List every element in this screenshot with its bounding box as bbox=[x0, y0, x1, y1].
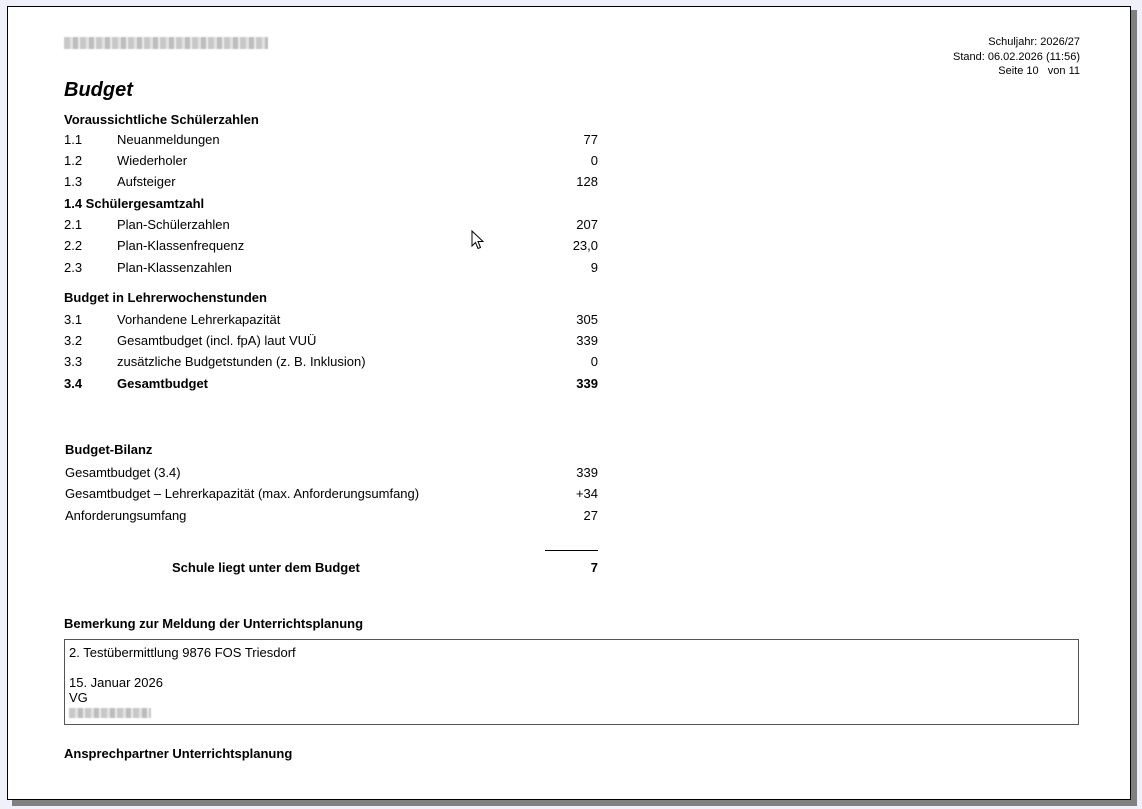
row-label: zusätzliche Budgetstunden (z. B. Inklusion) bbox=[117, 354, 366, 369]
row-number: 1.3 bbox=[64, 174, 83, 189]
row-label: Wiederholer bbox=[117, 153, 188, 168]
row-label: Gesamtbudget – Lehrerkapazität (max. Anforderungsumfang) bbox=[65, 486, 420, 501]
contact-heading: Ansprechpartner Unterrichtsplanung bbox=[64, 746, 293, 761]
section-heading-schuelerzahlen: Voraussichtliche Schülerzahlen bbox=[64, 112, 259, 127]
redacted-name bbox=[69, 708, 151, 718]
row-number: 2.1 bbox=[64, 217, 83, 232]
row-value: 23,0 bbox=[572, 238, 598, 253]
status-date: Stand: 06.02.2026 (11:56) bbox=[952, 50, 1080, 63]
bilanz-row bbox=[65, 485, 598, 503]
mouse-cursor-icon bbox=[471, 230, 485, 250]
row-label: Gesamtbudget (3.4) bbox=[65, 465, 181, 480]
row-number: 1.2 bbox=[64, 153, 83, 168]
table-row bbox=[64, 332, 598, 350]
table-row bbox=[64, 216, 598, 234]
bilanz-row bbox=[65, 507, 598, 525]
row-value: 207 bbox=[576, 217, 598, 232]
page-title: Budget bbox=[64, 79, 133, 101]
row-value: 305 bbox=[576, 312, 598, 327]
row-value: 0 bbox=[590, 153, 598, 168]
table-row bbox=[64, 131, 598, 149]
sum-line bbox=[545, 550, 598, 551]
redacted-school-name bbox=[64, 37, 268, 49]
bilanz-result-label: Schule liegt unter dem Budget bbox=[172, 560, 360, 575]
table-row bbox=[64, 259, 598, 277]
document-page bbox=[7, 6, 1131, 800]
row-value: 339 bbox=[576, 333, 598, 348]
bilanz-row bbox=[65, 464, 598, 482]
table-row bbox=[64, 173, 598, 191]
row-value: 77 bbox=[583, 132, 598, 147]
row-label: Aufsteiger bbox=[117, 174, 176, 189]
section-heading-lehrerwochenstunden: Budget in Lehrerwochenstunden bbox=[64, 290, 267, 305]
section-heading-schuelergesamtzahl: 1.4 Schülergesamtzahl bbox=[64, 196, 205, 211]
row-number: 1.1 bbox=[64, 132, 83, 147]
row-value: 27 bbox=[583, 508, 598, 523]
row-number: 3.1 bbox=[64, 312, 83, 327]
row-label: Neuanmeldungen bbox=[117, 132, 220, 147]
row-label: Plan-Klassenfrequenz bbox=[117, 238, 245, 253]
row-label: Vorhandene Lehrerkapazität bbox=[117, 312, 281, 327]
row-label: Gesamtbudget bbox=[117, 376, 209, 391]
section-heading-bilanz: Budget-Bilanz bbox=[65, 442, 153, 457]
row-number: 3.4 bbox=[64, 376, 83, 391]
row-value: +34 bbox=[575, 486, 598, 501]
row-value: 9 bbox=[590, 260, 598, 275]
page-number: Seite 10 von 11 bbox=[998, 65, 1080, 77]
table-row bbox=[64, 152, 598, 170]
remark-line: 2. Testübermittlung 9876 FOS Triesdorf bbox=[69, 645, 296, 660]
bilanz-result-value: 7 bbox=[590, 560, 598, 575]
table-row bbox=[64, 311, 598, 329]
row-value: 339 bbox=[576, 376, 598, 391]
table-row bbox=[64, 353, 598, 371]
school-year: Schuljahr: 2026/27 bbox=[988, 36, 1080, 48]
row-label: Plan-Klassenzahlen bbox=[117, 260, 232, 275]
row-label: Plan-Schülerzahlen bbox=[117, 217, 230, 232]
row-number: 2.3 bbox=[64, 260, 83, 275]
row-value: 128 bbox=[576, 174, 598, 189]
row-value: 339 bbox=[576, 465, 598, 480]
row-label: Gesamtbudget (incl. fpA) laut VUÜ bbox=[117, 333, 317, 348]
remark-initials: VG bbox=[69, 690, 88, 705]
row-label: Anforderungsumfang bbox=[65, 508, 187, 523]
table-row-total bbox=[64, 375, 598, 393]
row-number: 2.2 bbox=[64, 238, 83, 253]
remark-date: 15. Januar 2026 bbox=[69, 675, 163, 690]
row-number: 3.3 bbox=[64, 354, 83, 369]
row-value: 0 bbox=[590, 354, 598, 369]
page-meta bbox=[953, 35, 1080, 79]
remark-box bbox=[64, 639, 1079, 725]
remark-heading: Bemerkung zur Meldung der Unterrichtsplanung bbox=[64, 616, 364, 631]
row-number: 3.2 bbox=[64, 333, 83, 348]
table-row bbox=[64, 237, 598, 255]
